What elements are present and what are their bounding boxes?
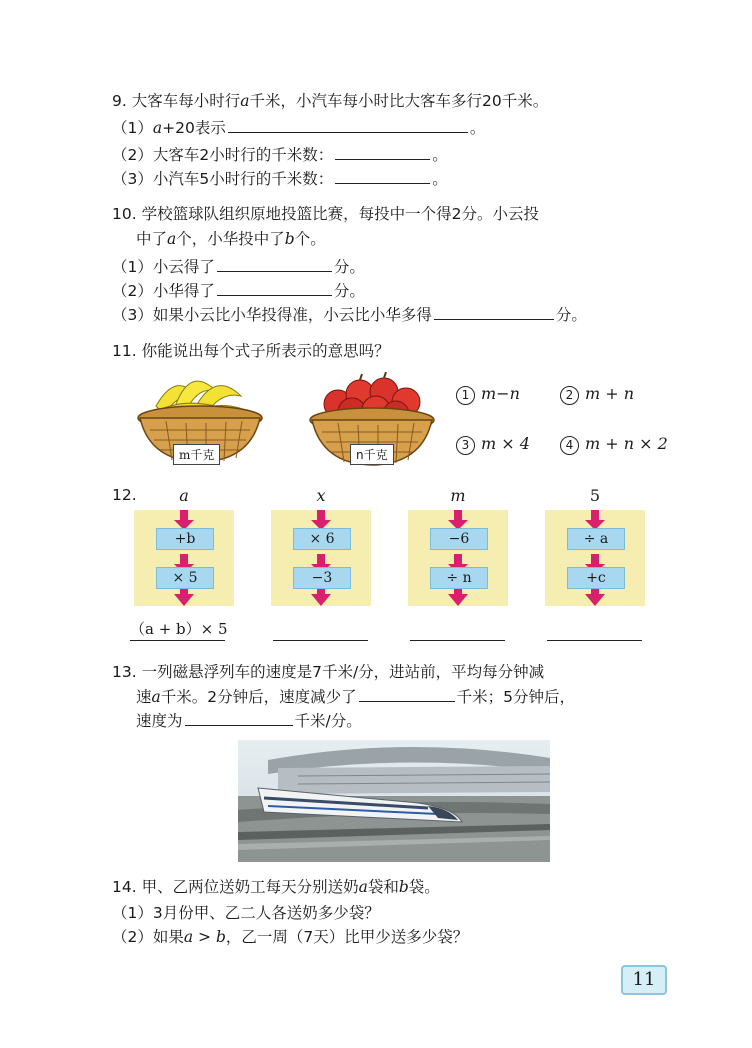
q10-part3 <box>112 304 587 326</box>
circled-number-4: 4 <box>560 436 579 455</box>
q14-stem-b: 袋和 <box>367 878 399 896</box>
flow-col1-answer: （a + b）× 5 <box>130 620 228 638</box>
flow-col1-answer-line <box>130 640 225 641</box>
q13-line2-a: 速 <box>136 688 152 706</box>
expr-3 <box>456 434 530 455</box>
q10-p2-text: （2）小华得了 <box>112 282 215 300</box>
q9-stem-text-a: 9. 大客车每小时行 <box>112 92 241 110</box>
flow-col3 <box>408 510 508 606</box>
q13-line2 <box>136 686 575 708</box>
flow-col1-op2: × 5 <box>156 567 214 589</box>
q10-p1-unit: 分。 <box>333 258 365 276</box>
expr-1 <box>456 384 520 405</box>
flow-col2-answer-blank[interactable] <box>273 640 368 641</box>
q11-stem: 11. 你能说出每个式子所表示的意思吗？ <box>112 342 390 360</box>
q9-stem-var: a <box>240 92 250 110</box>
expr-4 <box>560 434 668 455</box>
q13-line2-c: 千米；5分钟后， <box>456 688 576 706</box>
q14-stem-a: 14. 甲、乙两位送奶工每天分别送奶 <box>112 878 359 896</box>
q9-p2-blank[interactable] <box>335 144 430 160</box>
flow-col4-op1: ÷ a <box>567 528 625 550</box>
flow-col2 <box>271 510 371 606</box>
arrow-down-icon <box>172 510 196 606</box>
q13-blank-1[interactable] <box>359 686 455 702</box>
flow-col4-op2: +c <box>567 567 625 589</box>
circled-number-2: 2 <box>560 386 579 405</box>
q10-part1 <box>112 256 365 278</box>
flow-col3-op2: ÷ n <box>430 567 488 589</box>
q9-p2-text: （2）大客车2小时行的千米数： <box>112 146 334 164</box>
q10-var-b: b <box>284 230 295 248</box>
q9-p2-period: 。 <box>432 146 448 164</box>
apple-weight-label <box>350 444 394 465</box>
q9-p1-text: +20表示 <box>162 119 226 137</box>
q13-line3-a: 速度为 <box>136 712 183 730</box>
flow-col1 <box>134 510 234 606</box>
expr-3-text: m × 4 <box>481 434 530 453</box>
q13-line1: 13. 一列磁悬浮列车的速度是7千米/分，进站前，平均每分钟减 <box>112 663 545 681</box>
q9-p1-label: （1） <box>112 119 153 137</box>
flow-col2-head: x <box>316 486 326 505</box>
q14-part2 <box>112 926 468 948</box>
q13-line3-b: 千米/分。 <box>294 712 362 730</box>
station-roof <box>268 747 550 794</box>
q10-p1-text: （1）小云得了 <box>112 258 215 276</box>
flow-col4 <box>545 510 645 606</box>
q10-p1-blank[interactable] <box>217 256 332 272</box>
q10-p3-blank[interactable] <box>434 304 554 320</box>
flow-col4-head: 5 <box>589 486 601 505</box>
q10-line2 <box>136 228 326 250</box>
q10-line2-b: 个，小华投中了 <box>176 230 285 248</box>
maglev-train-photo <box>238 740 550 862</box>
q9-p1-var: a <box>152 119 163 137</box>
expr-2 <box>560 384 634 405</box>
flow-col3-op1: −6 <box>430 528 488 550</box>
flow-col2-op2: −3 <box>293 567 351 589</box>
q9-part1 <box>112 117 485 139</box>
q9-part2 <box>112 144 448 166</box>
q9-stem-text-b: 千米，小汽车每小时比大客车多行20千米。 <box>249 92 549 110</box>
q9-p3-blank[interactable] <box>335 168 430 184</box>
arrow-down-icon <box>446 510 470 606</box>
flow-col2-op1: × 6 <box>293 528 351 550</box>
circled-number-3: 3 <box>456 436 475 455</box>
expr-4-text: m + n × 2 <box>585 434 668 453</box>
flow-col1-op1: +b <box>156 528 214 550</box>
banana-weight-label <box>173 444 220 465</box>
flow-col3-answer-blank[interactable] <box>410 640 505 641</box>
q14-p2-a: （2）如果 <box>112 928 184 946</box>
flow-col3-head: m <box>450 486 466 505</box>
q12-label: 12. <box>112 486 137 504</box>
q13-line2-b: 千米。2分钟后，速度减少了 <box>160 688 357 706</box>
q14-p2-expr: a > b <box>183 928 226 946</box>
q10-part2 <box>112 280 365 302</box>
q14-part1: （1）3月份甲、乙二人各送奶多少袋？ <box>112 904 380 922</box>
q10-line2-a: 中了 <box>136 230 168 248</box>
expr-1-text: m−n <box>481 384 520 403</box>
q13-line3 <box>136 710 362 732</box>
q10-line1: 10. 学校篮球队组织原地投篮比赛，每投中一个得2分。小云投 <box>112 205 539 223</box>
q10-p2-blank[interactable] <box>217 280 332 296</box>
q14-stem-c: 袋。 <box>408 878 440 896</box>
q9-part3 <box>112 168 448 190</box>
q14-var-a: a <box>358 878 368 896</box>
q14-stem <box>112 876 440 898</box>
arrow-down-icon <box>583 510 607 606</box>
q14-p2-b: ，乙一周（7天）比甲少送多少袋？ <box>225 928 469 946</box>
q10-p3-text: （3）如果小云比小华投得准，小云比小华多得 <box>112 306 432 324</box>
q10-p3-unit: 分。 <box>555 306 587 324</box>
q9-stem <box>112 90 548 112</box>
q10-line2-c: 个。 <box>294 230 326 248</box>
q9-p3-text: （3）小汽车5小时行的千米数： <box>112 170 334 188</box>
q14-var-b: b <box>398 878 409 896</box>
q10-p2-unit: 分。 <box>333 282 365 300</box>
q13-var: a <box>151 688 161 706</box>
q9-p1-period: 。 <box>469 119 486 137</box>
apple-weight-text: n千克 <box>356 448 388 462</box>
q10-var-a: a <box>167 230 177 248</box>
q9-p3-period: 。 <box>432 170 448 188</box>
flow-col4-answer-blank[interactable] <box>547 640 642 641</box>
q13-blank-2[interactable] <box>185 710 293 726</box>
circled-number-1: 1 <box>456 386 475 405</box>
q9-p1-blank[interactable] <box>228 117 468 133</box>
expr-2-text: m + n <box>585 384 635 403</box>
banana-weight-text: m千克 <box>179 448 215 462</box>
flow-col1-head: a <box>179 486 189 505</box>
page-number: 11 <box>621 965 667 995</box>
arrow-down-icon <box>309 510 333 606</box>
